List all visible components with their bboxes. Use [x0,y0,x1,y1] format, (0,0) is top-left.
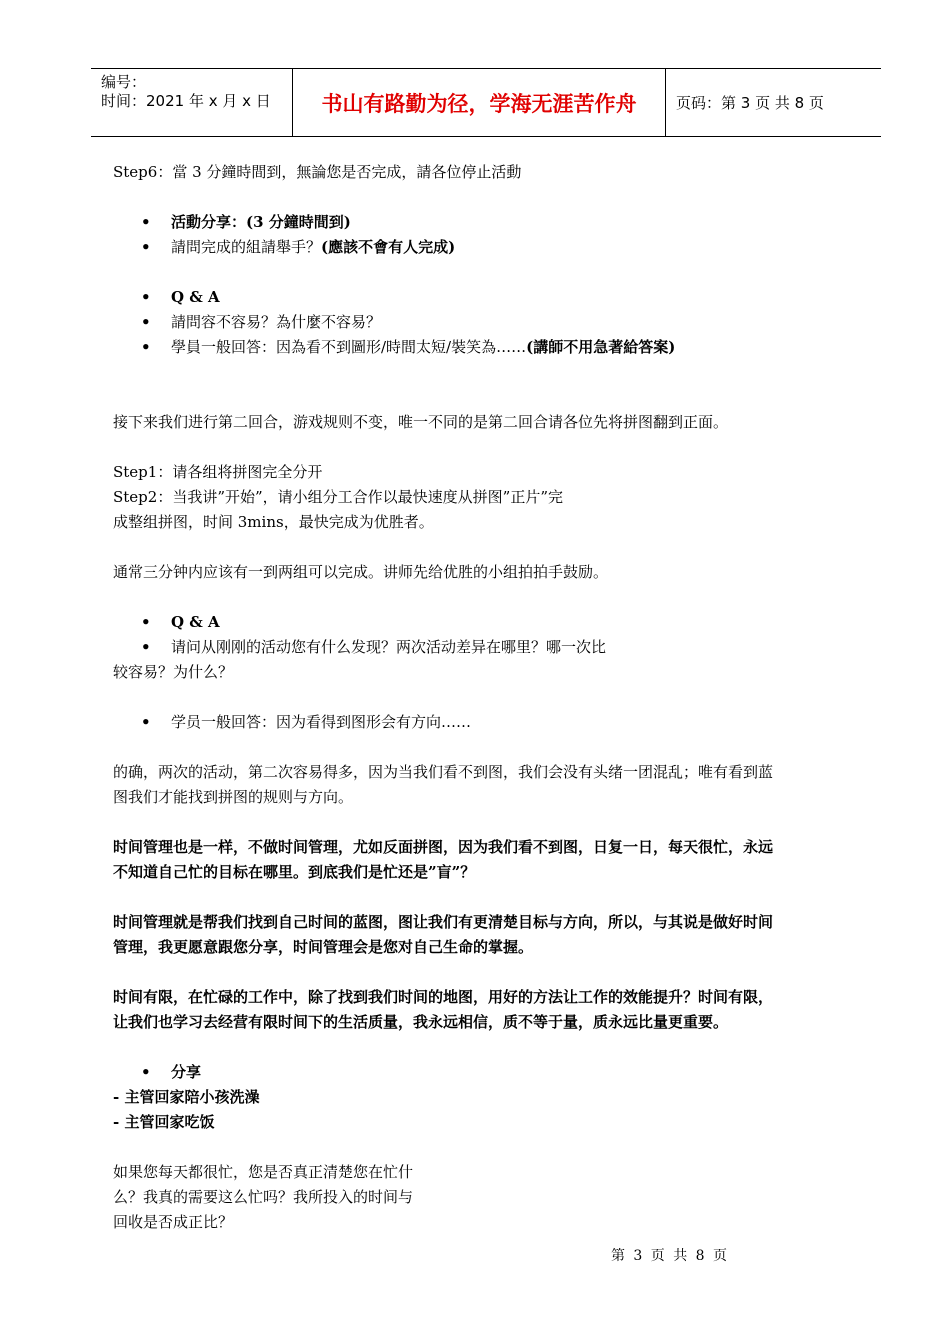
bullet-icon: • [141,1063,151,1081]
qa-2-question-line2: 较容易？为什么？ [113,663,234,681]
indeed-line2: 图我们才能找到拼图的规则与方向。 [113,788,354,806]
bullet-icon: • [141,213,151,231]
header-motto: 书山有路勤为径，学海无涯苦作舟 [321,91,637,116]
bullet-icon: • [141,338,151,356]
bullet-activity-share: • 活動分享：(3 分鐘時間到) [113,210,873,235]
footer-page-number: 第 3 页 共 8 页 [610,1248,730,1264]
bullet-icon: • [141,238,151,256]
round2-intro: 接下来我们进行第二回合，游戏规则不变，唯一不同的是第二回合请各位先将拼图翻到正面。 [113,413,729,431]
number-label: 编号： [101,73,147,91]
bold-paragraph-3-line2: 让我们也学习去经营有限时间下的生活质量，我永远相信，质不等于量，质永远比量更重要。 [113,1013,729,1031]
bullet-qa-1: • Q & A [113,285,873,310]
bullet-share: • 分享 [113,1060,873,1085]
header-page-cell [666,69,881,136]
bold-paragraph-2-line1: 时间管理就是帮我们找到自己时间的蓝图，图让我们有更清楚目标与方向，所以，与其说是做好时间 [113,913,774,931]
time-label: 时间：2021 年 x 月 x 日 [101,92,271,110]
step1-text: Step1：请各组将拼图完全分开 [113,463,323,481]
closing-line3: 回收是否成正比？ [113,1213,234,1231]
bullet-qa-2-answer: • 学员一般回答：因为看得到图形会有方向…… [113,710,873,735]
bullet-qa-2-question: • 请问从刚刚的活动您有什么发现？两次活动差异在哪里？哪一次比 [113,635,873,660]
bold-paragraph-2-line2: 管理，我更愿意跟您分享，时间管理会是您对自己生命的掌握。 [113,938,534,956]
bullet-raise-hand: • 請問完成的組請舉手？(應該不會有人完成) [113,235,873,260]
header-meta [91,69,293,136]
bullet-icon: • [141,313,151,331]
bullet-icon: • [141,613,151,631]
step6-text: Step6：當 3 分鐘時間到，無論您是否完成，請各位停止活動 [113,163,522,181]
closing-line1: 如果您每天都很忙，您是否真正清楚您在忙什 [113,1163,414,1181]
bullet-qa-2: • Q & A [113,610,873,635]
share-item-1: - 主管回家陪小孩洗澡 [113,1088,260,1106]
bold-paragraph-1-line1: 时间管理也是一样，不做时间管理，尤如反面拼图，因为我们看不到图，日复一日，每天很忙，永远 [113,838,774,856]
document-body [113,160,873,1235]
bullet-icon: • [141,713,151,731]
bold-paragraph-1-line2: 不知道自己忙的目标在哪里。到底我们是忙还是”盲”？ [113,863,476,881]
indeed-line1: 的确，两次的活动，第二次容易得多，因为当我们看不到图，我们会没有头绪一团混乱；唯有看到蓝 [113,763,774,781]
page-footer [0,1245,950,1265]
bold-paragraph-3-line1: 时间有限，在忙碌的工作中，除了找到我们时间的地图，用好的方法让工作的效能提升？时间有限， [113,988,774,1006]
bullet-qa-1-answer: • 學員一般回答：因為看不到圖形/時間太短/裝笑為……(講師不用急著給答案) [113,335,873,360]
closing-line2: 么？我真的需要这么忙吗？我所投入的时间与 [113,1188,414,1206]
share-item-2: - 主管回家吃饭 [113,1113,215,1131]
bullet-icon: • [141,288,151,306]
bullet-qa-1-question: • 請問容不容易？為什麼不容易？ [113,310,873,335]
header-page-label: 页码：第 3 页 共 8 页 [676,94,824,112]
bullet-icon: • [141,638,151,656]
step2-line2: 成整组拼图，时间 3mins，最快完成为优胜者。 [113,513,434,531]
header-motto-cell [293,69,666,136]
header-table [91,68,881,137]
usual-text: 通常三分钟内应该有一到两组可以完成。讲师先给优胜的小组拍拍手鼓励。 [113,563,609,581]
step2-line1: Step2：当我讲”开始”，请小组分工合作以最快速度从拼图”正片”完 [113,488,564,506]
